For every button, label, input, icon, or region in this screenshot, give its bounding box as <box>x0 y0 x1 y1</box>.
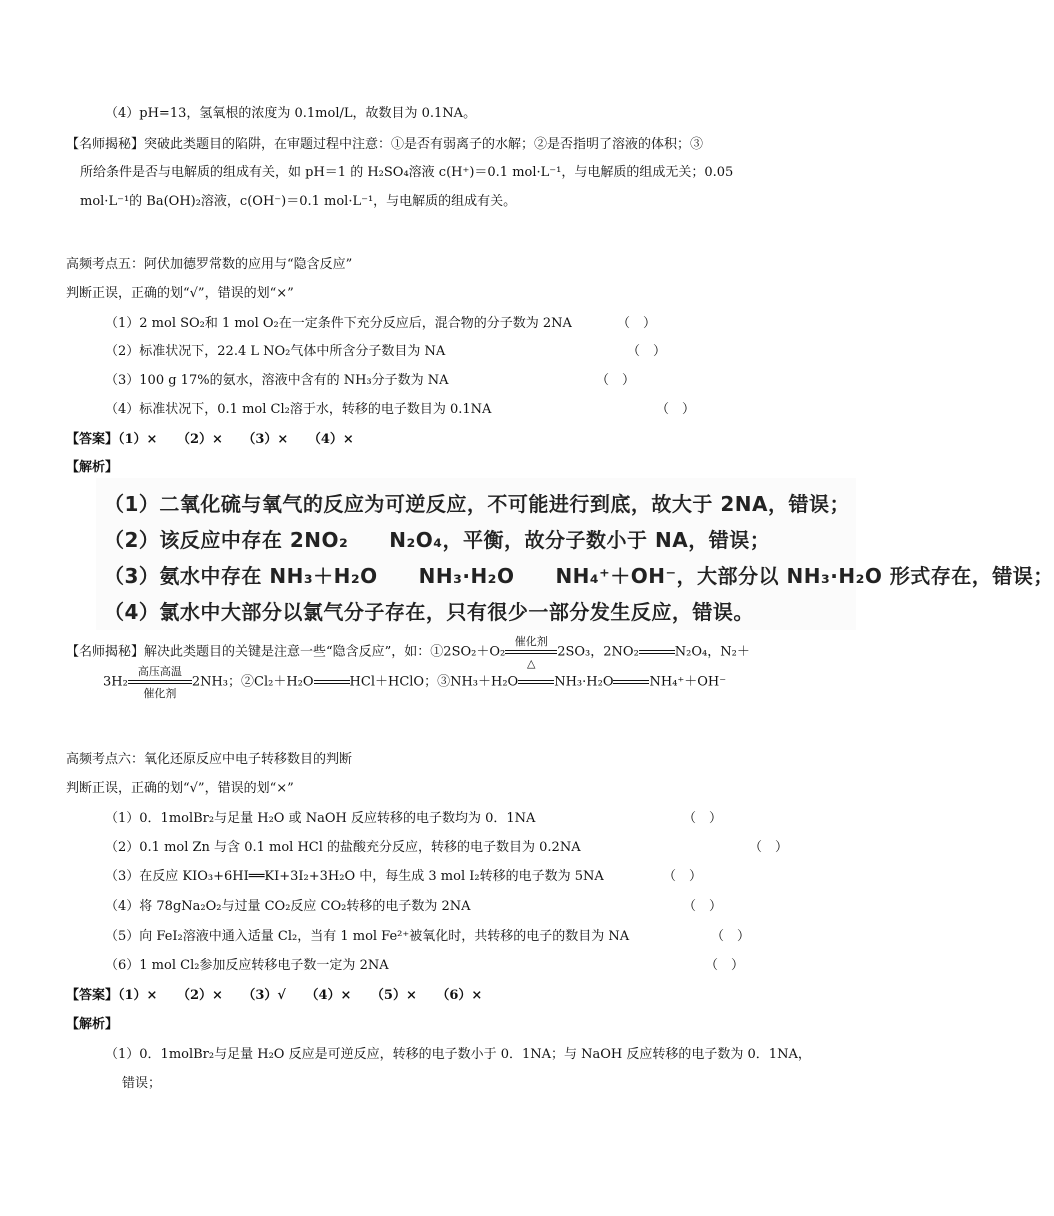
tip-line-1: 【名师揭秘】突破此类题目的陷阱，在审题过程中注意：①是否有弱离子的水解；②是否指明了溶液的体积；③ <box>66 137 704 152</box>
answer-blank: （ ） <box>656 402 696 417</box>
tip-text: HCl＋HClO；③NH₃＋H₂O <box>349 674 519 690</box>
section-5-instruction: 判断正误，正确的划“√”，错误的划“×” <box>66 286 294 301</box>
question-6-6: （6）1 mol Cl₂参加反应转移电子数一定为 2NA <box>105 958 389 973</box>
answer-blank: （ ） <box>705 958 745 973</box>
analysis-image-line-2: （2）该反应中存在 2NO₂ N₂O₄，平衡，故分子数小于 NA，错误； <box>104 528 771 552</box>
reversible-arrow <box>639 647 675 657</box>
answer-blank: （ ） <box>663 869 703 884</box>
analysis-image-line-1: （1）二氧化硫与氧气的反应为可逆反应，不可能进行到底，故大于 2NA，错误； <box>104 492 851 516</box>
tip-reaction-line-1 <box>66 635 750 670</box>
catalyst-label: 催化剂 <box>143 687 177 700</box>
catalyst-label: 催化剂 <box>514 635 548 648</box>
tip-text: 2SO₃，2NO₂ <box>557 644 639 660</box>
analysis-label-5: 【解析】 <box>66 460 119 475</box>
answer-blank: （ ） <box>617 316 657 331</box>
section-5-title: 高频考点五：阿伏加德罗常数的应用与“隐含反应” <box>66 257 353 272</box>
answer-blank: （ ） <box>627 344 667 359</box>
tip-line-2: 所给条件是否与电解质的组成有关，如 pH＝1 的 H₂SO₄溶液 c(H⁺)＝0.1 mol·L⁻¹，与电解质的组成无关；0.05 <box>80 165 734 180</box>
analysis-label-6: 【解析】 <box>66 1017 119 1032</box>
tip-line-3: mol·L⁻¹的 Ba(OH)₂溶液，c(OH⁻)＝0.1 mol·L⁻¹，与电解质的组成有关。 <box>80 194 517 209</box>
answer-blank: （ ） <box>596 373 636 388</box>
answer-6: 【答案】（1）× （2）× （3）√ （4）× （5）× （6）× <box>66 988 483 1003</box>
question-6-3: （3）在反应 KIO₃+6HI══KI+3I₂+3H₂O 中，每生成 3 mol I₂转移的电子数为 5NA <box>105 869 604 884</box>
question-5-4: （4）标准状况下，0.1 mol Cl₂溶于水，转移的电子数目为 0.1NA <box>105 402 492 417</box>
catalyst-arrow <box>505 635 557 670</box>
answer-5: 【答案】（1）× （2）× （3）× （4）× <box>66 432 354 447</box>
question-6-5: （5）向 FeI₂溶液中通入适量 Cl₂，当有 1 mol Fe²⁺被氧化时，共转移的电子的数目为 NA <box>105 929 630 944</box>
tip-text: 【名师揭秘】解决此类题目的关键是注意一些“隐含反应”，如：①2SO₂＋O₂ <box>66 644 506 660</box>
section-6-title: 高频考点六：氧化还原反应中电子转移数目的判断 <box>66 752 353 767</box>
analysis-6-line-1: （1）0．1molBr₂与足量 H₂O 反应是可逆反应，转移的电子数小于 0．1NA；与 NaOH 反应转移的电子数为 0．1NA， <box>105 1047 811 1062</box>
tip-reaction-line-2 <box>103 665 727 700</box>
tip-text: NH₄⁺＋OH⁻ <box>649 674 727 690</box>
analysis-image <box>96 478 1054 630</box>
answer-blank: （ ） <box>683 899 723 914</box>
question-6-4: （4）将 78gNa₂O₂与过量 CO₂反应 CO₂转移的电子数为 2NA <box>105 899 471 914</box>
answer-blank: （ ） <box>683 811 723 826</box>
tip-text: 3H₂ <box>103 674 128 690</box>
question-6-2: （2）0.1 mol Zn 与含 0.1 mol HCl 的盐酸充分反应，转移的电子数目为 0.2NA <box>105 840 581 855</box>
answer-blank: （ ） <box>711 929 751 944</box>
question-5-1: （1）2 mol SO₂和 1 mol O₂在一定条件下充分反应后，混合物的分子数为 2NA <box>105 316 572 331</box>
reversible-arrow <box>518 677 554 687</box>
condition-arrow <box>128 665 192 700</box>
reversible-arrow <box>314 677 350 687</box>
tip-text: 2NH₃；②Cl₂＋H₂O <box>191 674 314 690</box>
question-6-1: （1）0．1molBr₂与足量 H₂O 或 NaOH 反应转移的电子数均为 0．1NA <box>105 811 536 826</box>
reversible-arrow <box>613 677 649 687</box>
answer-blank: （ ） <box>749 840 789 855</box>
tip-text: N₂O₄，N₂＋ <box>674 644 750 660</box>
question-5-2: （2）标准状况下，22.4 L NO₂气体中所含分子数目为 NA <box>105 344 446 359</box>
analysis-image-line-4: （4）氯水中大部分以氯气分子存在，只有很少一部分发生反应，错误。 <box>104 600 754 624</box>
analysis-6-line-2: 错误； <box>122 1076 162 1091</box>
tip-text: NH₃·H₂O <box>554 674 614 690</box>
condition-label: 高压高温 <box>137 665 182 678</box>
analysis-image-line-3: （3）氨水中存在 NH₃＋H₂O NH₃·H₂O NH₄⁺＋OH⁻，大部分以 NH₃·H₂O 形式存在，错误； <box>104 564 1054 588</box>
answer-line-4: （4）pH=13，氢氧根的浓度为 0.1mol/L，故数目为 0.1NA。 <box>105 106 477 121</box>
question-5-3: （3）100 g 17%的氨水，溶液中含有的 NH₃分子数为 NA <box>105 373 449 388</box>
section-6-instruction: 判断正误，正确的划“√”，错误的划“×” <box>66 781 294 796</box>
heat-symbol: △ <box>526 657 536 670</box>
